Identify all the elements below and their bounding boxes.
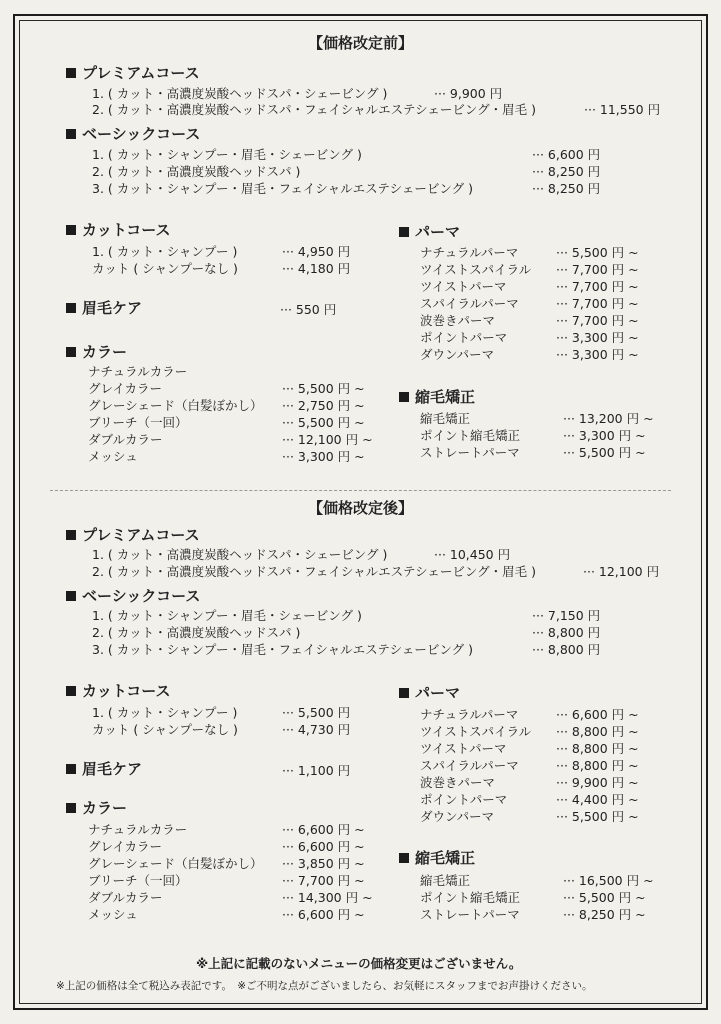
item-price: ··· 6,600 円 ~	[282, 907, 365, 922]
list-item: メッシュ	[88, 907, 138, 922]
list-item: 波巻きパーマ	[420, 775, 496, 790]
item-price: ··· 7,700 円 ~	[556, 313, 639, 328]
item-price: ··· 2,750 円 ~	[282, 398, 365, 413]
list-item: カット ( シャンプーなし )	[92, 722, 238, 737]
list-item: ダブルカラー	[88, 890, 163, 905]
item-price: ··· 8,800 円	[532, 642, 601, 657]
list-item: 1. ( カット・シャンプー・眉毛・シェービング )	[92, 147, 362, 162]
cut-course-heading: カットコース	[66, 684, 171, 699]
item-price: ··· 6,600 円 ~	[282, 839, 365, 854]
straightening-heading: 縮毛矯正	[399, 851, 475, 866]
item-price: ··· 5,500 円	[282, 705, 351, 720]
color-heading: カラー	[66, 345, 127, 360]
item-price: ··· 8,250 円	[532, 164, 601, 179]
dashed-divider	[50, 490, 671, 491]
square-bullet-icon	[66, 803, 76, 813]
basic-course-heading: ベーシックコース	[66, 589, 200, 604]
item-price: ··· 3,300 円 ~	[556, 347, 639, 362]
list-item: 1. ( カット・シャンプー )	[92, 705, 238, 720]
square-bullet-icon	[66, 68, 76, 78]
item-price: ··· 11,550 円	[584, 102, 661, 117]
item-price: ··· 8,250 円 ~	[563, 907, 646, 922]
square-bullet-icon	[66, 225, 76, 235]
list-item: 1. ( カット・高濃度炭酸ヘッドスパ・シェービング )	[92, 547, 388, 562]
item-price: ··· 6,600 円 ~	[556, 707, 639, 722]
list-item: ダウンパーマ	[420, 347, 495, 362]
item-price: ··· 7,700 円 ~	[556, 279, 639, 294]
item-price: ··· 4,180 円	[282, 261, 351, 276]
item-price: ··· 7,700 円 ~	[556, 262, 639, 277]
item-price: ··· 9,900 円 ~	[556, 775, 639, 790]
square-bullet-icon	[66, 347, 76, 357]
perm-heading: パーマ	[399, 686, 460, 701]
square-bullet-icon	[399, 227, 409, 237]
list-item: ポイント縮毛矯正	[420, 890, 521, 905]
premium-course-heading: プレミアムコース	[66, 528, 200, 543]
footer-note: ※上記に記載のないメニューの価格変更はございません。	[196, 956, 522, 971]
list-item: ツイストパーマ	[420, 279, 507, 294]
item-price: ··· 16,500 円 ~	[563, 873, 654, 888]
item-price: ··· 6,600 円	[532, 147, 601, 162]
list-item: 2. ( カット・高濃度炭酸ヘッドスパ )	[92, 164, 301, 179]
list-item: グレイカラー	[88, 839, 163, 854]
list-item: ツイストパーマ	[420, 741, 507, 756]
item-price: ··· 1,100 円	[282, 763, 351, 778]
list-item: ナチュラルカラー	[88, 822, 188, 837]
list-item: 波巻きパーマ	[420, 313, 496, 328]
list-item: メッシュ	[88, 449, 138, 464]
section-title-before: 【価格改定前】	[308, 34, 414, 52]
straightening-heading: 縮毛矯正	[399, 390, 475, 405]
square-bullet-icon	[66, 764, 76, 774]
list-item: 縮毛矯正	[420, 873, 471, 888]
item-price: ··· 6,600 円 ~	[282, 822, 365, 837]
item-price: ··· 7,700 円 ~	[282, 873, 365, 888]
list-item: ナチュラルパーマ	[420, 707, 519, 722]
list-item: ナチュラルパーマ	[420, 245, 519, 260]
list-item: ブリーチ（一回）	[88, 415, 188, 430]
list-item: ツイストスパイラル	[420, 724, 532, 739]
item-price: ··· 9,900 円	[434, 86, 503, 101]
color-heading: カラー	[66, 801, 127, 816]
perm-heading: パーマ	[399, 225, 460, 240]
list-item: 1. ( カット・シャンプー・眉毛・シェービング )	[92, 608, 362, 623]
square-bullet-icon	[66, 686, 76, 696]
list-item: ツイストスパイラル	[420, 262, 532, 277]
list-item: 2. ( カット・高濃度炭酸ヘッドスパ )	[92, 625, 301, 640]
list-item: ポイントパーマ	[420, 792, 508, 807]
item-price: ··· 3,300 円 ~	[282, 449, 365, 464]
square-bullet-icon	[399, 853, 409, 863]
list-item: ポイントパーマ	[420, 330, 508, 345]
item-price: ··· 4,950 円	[282, 244, 351, 259]
item-price: ··· 4,400 円 ~	[556, 792, 639, 807]
item-price: ··· 5,500 円 ~	[563, 445, 646, 460]
item-price: ··· 8,800 円 ~	[556, 724, 639, 739]
square-bullet-icon	[66, 530, 76, 540]
list-item: 1. ( カット・高濃度炭酸ヘッドスパ・シェービング )	[92, 86, 388, 101]
square-bullet-icon	[66, 591, 76, 601]
square-bullet-icon	[66, 303, 76, 313]
item-price: ··· 5,500 円 ~	[556, 809, 639, 824]
item-price: ··· 8,800 円 ~	[556, 741, 639, 756]
item-price: ··· 14,300 円 ~	[282, 890, 373, 905]
list-item: グレーシェード（白髪ぼかし）	[88, 856, 263, 871]
list-item: 2. ( カット・高濃度炭酸ヘッドスパ・フェイシャルエステシェービング・眉毛 )	[92, 102, 536, 117]
item-price: ··· 3,300 円 ~	[556, 330, 639, 345]
item-price: ··· 8,800 円	[532, 625, 601, 640]
item-price: ··· 5,500 円 ~	[556, 245, 639, 260]
item-price: ··· 8,800 円 ~	[556, 758, 639, 773]
item-price: ··· 550 円	[280, 302, 337, 317]
basic-course-heading: ベーシックコース	[66, 127, 200, 142]
item-price: ··· 5,500 円 ~	[282, 381, 365, 396]
item-price: ··· 12,100 円	[583, 564, 660, 579]
item-price: ··· 8,250 円	[532, 181, 601, 196]
list-item: グレーシェード（白髪ぼかし）	[88, 398, 263, 413]
list-item: ストレートパーマ	[420, 445, 520, 460]
list-item: ブリーチ（一回）	[88, 873, 188, 888]
cut-course-heading: カットコース	[66, 223, 171, 238]
premium-course-heading: プレミアムコース	[66, 66, 200, 81]
list-item: ナチュラルカラー	[88, 364, 188, 379]
list-item: 1. ( カット・シャンプー )	[92, 244, 238, 259]
list-item: グレイカラー	[88, 381, 163, 396]
item-price: ··· 5,500 円 ~	[282, 415, 365, 430]
square-bullet-icon	[399, 688, 409, 698]
section-title-after: 【価格改定後】	[308, 499, 414, 517]
list-item: 2. ( カット・高濃度炭酸ヘッドスパ・フェイシャルエステシェービング・眉毛 )	[92, 564, 536, 579]
eyebrow-care-heading: 眉毛ケア	[66, 301, 142, 316]
item-price: ··· 13,200 円 ~	[563, 411, 654, 426]
square-bullet-icon	[66, 129, 76, 139]
item-price: ··· 7,150 円	[532, 608, 601, 623]
item-price: ··· 5,500 円 ~	[563, 890, 646, 905]
list-item: 3. ( カット・シャンプー・眉毛・フェイシャルエステシェービング )	[92, 642, 473, 657]
list-item: ポイント縮毛矯正	[420, 428, 521, 443]
footer-fine-print: ※上記の価格は全て税込み表記です。 ※ご不明な点がございましたら、お気軽にスタッフまでお声掛けください。	[56, 980, 593, 992]
square-bullet-icon	[399, 392, 409, 402]
list-item: 3. ( カット・シャンプー・眉毛・フェイシャルエステシェービング )	[92, 181, 473, 196]
item-price: ··· 7,700 円 ~	[556, 296, 639, 311]
item-price: ··· 3,300 円 ~	[563, 428, 646, 443]
item-price: ··· 12,100 円 ~	[282, 432, 373, 447]
eyebrow-care-heading: 眉毛ケア	[66, 762, 142, 777]
item-price: ··· 4,730 円	[282, 722, 351, 737]
item-price: ··· 10,450 円	[434, 547, 511, 562]
item-price: ··· 3,850 円 ~	[282, 856, 365, 871]
list-item: スパイラルパーマ	[420, 296, 519, 311]
list-item: スパイラルパーマ	[420, 758, 519, 773]
list-item: ダウンパーマ	[420, 809, 495, 824]
list-item: カット ( シャンプーなし )	[92, 261, 238, 276]
list-item: 縮毛矯正	[420, 411, 471, 426]
list-item: ストレートパーマ	[420, 907, 520, 922]
list-item: ダブルカラー	[88, 432, 163, 447]
